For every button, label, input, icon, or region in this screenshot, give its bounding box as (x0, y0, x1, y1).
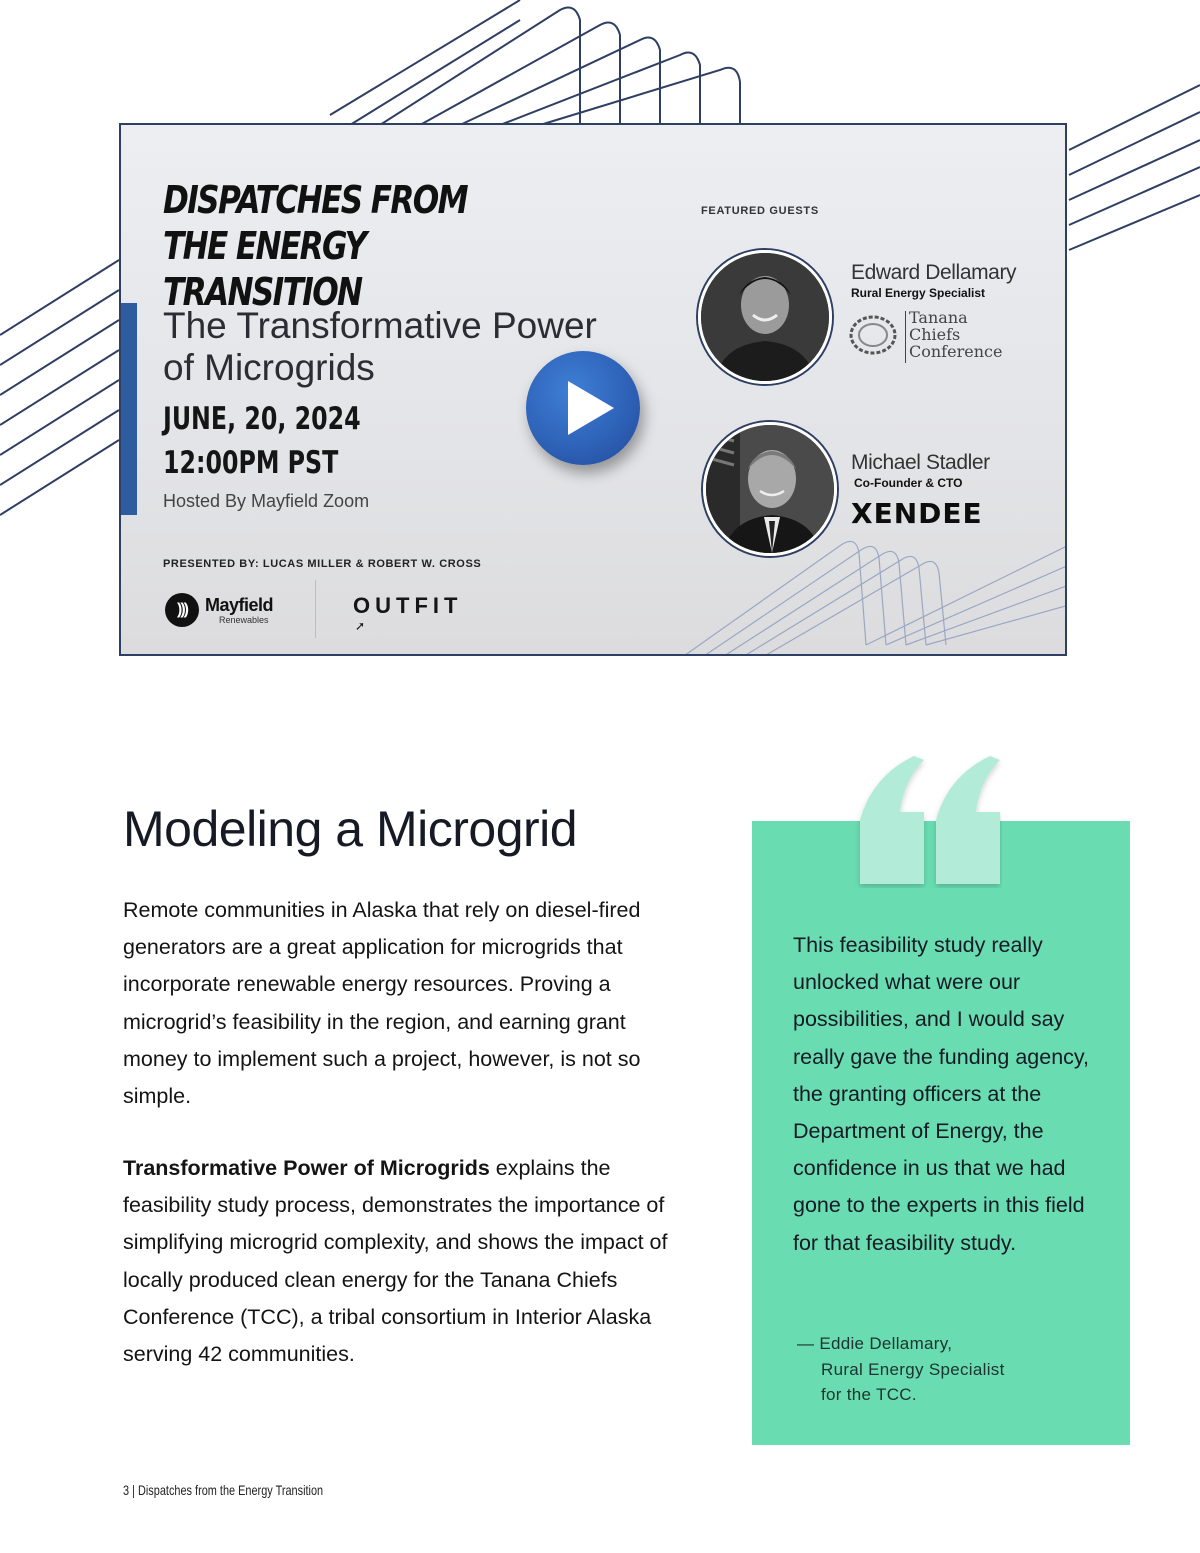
webinar-video-card[interactable] (119, 123, 1067, 656)
webinar-date: JUNE, 20, 2024 (163, 401, 361, 437)
summary-bold-title: Transformative Power of Microgrids (123, 1156, 490, 1180)
sponsor-divider (315, 580, 316, 638)
series-title-line1: DISPATCHES FROM (163, 178, 467, 222)
xendee-logo: XENDEE (851, 497, 983, 530)
tcc-line3: Conference (909, 342, 1003, 361)
attribution-role: Rural Energy Specialist (821, 1359, 1005, 1379)
page-footer (123, 1482, 323, 1498)
quotation-mark-icon (852, 752, 1002, 888)
guest-photo-edward (698, 250, 832, 384)
webinar-host: Hosted By Mayfield Zoom (163, 491, 370, 511)
person-silhouette-icon (706, 425, 834, 553)
presented-by: PRESENTED BY: LUCAS MILLER & ROBERT W. CROSS (163, 558, 482, 570)
mayfield-name: Mayfield (205, 595, 274, 615)
series-title (163, 177, 548, 315)
summary-paragraph (123, 1150, 693, 1373)
tcc-line1: Tanana (909, 308, 968, 327)
summary-text: explains the feasibility study process, demonstrates the importance of simplifying microgrid complexity, and shows the impact of locally produced clean energy for the Tanana Chiefs Conference (TCC), a tribal consortium in Interior Alaska serving 42 communities. (123, 1156, 668, 1367)
footer-separator: | (132, 1482, 135, 1498)
section-heading: Modeling a Microgrid (123, 801, 578, 857)
attribution-name: — Eddie Dellamary, (797, 1334, 953, 1353)
quote-text: This feasibility study really unlocked what were our possibilities, and I would say really gave the funding agency, the granting officers at the Department of Energy, the confidence in us that we had gone to the experts in this field for that feasibility study. (793, 933, 1090, 1255)
webinar-title: The Transformative Power of Microgrids (163, 305, 597, 388)
guest-role-edward: Rural Energy Specialist (851, 286, 986, 300)
person-silhouette-icon (701, 253, 829, 381)
tcc-logo (847, 309, 1007, 365)
guest-role-michael: Co-Founder & CTO (854, 476, 963, 490)
outfit-logo: OUTFIT (353, 593, 463, 618)
title-accent-bar (121, 303, 137, 515)
tcc-wordmark (909, 309, 1002, 360)
webinar-time: 12:00PM PST (163, 445, 339, 481)
featured-guests-label: FEATURED GUESTS (701, 205, 819, 217)
guest-name-edward: Edward Dellamary (851, 261, 1017, 284)
tcc-divider (905, 311, 906, 363)
intro-paragraph: Remote communities in Alaska that rely on diesel-fired generators are a great application for microgrids that incorporate renewable energy resources. Proving a microgrid’s feasibility in the region, and earning grant money to implement such a project, however, is not so simple. (123, 898, 641, 1109)
series-title-line2: THE ENERGY TRANSITION (163, 224, 366, 314)
guest-name-michael: Michael Stadler (851, 451, 990, 474)
mayfield-sub: Renewables (219, 615, 269, 625)
tcc-emblem-icon (847, 313, 899, 357)
play-button-icon[interactable] (526, 351, 640, 465)
publication-name: Dispatches from the Energy Transition (137, 1482, 324, 1498)
mayfield-icon: ))) (165, 593, 199, 627)
quote-attribution (797, 1331, 1097, 1408)
page-number: 3 (123, 1482, 130, 1498)
tcc-line2: Chiefs (909, 325, 961, 344)
mayfield-logo (165, 591, 285, 629)
outfit-bolt-icon: ➚ (355, 619, 366, 633)
guest-photo-michael (703, 422, 837, 556)
attribution-org: for the TCC. (821, 1385, 917, 1404)
